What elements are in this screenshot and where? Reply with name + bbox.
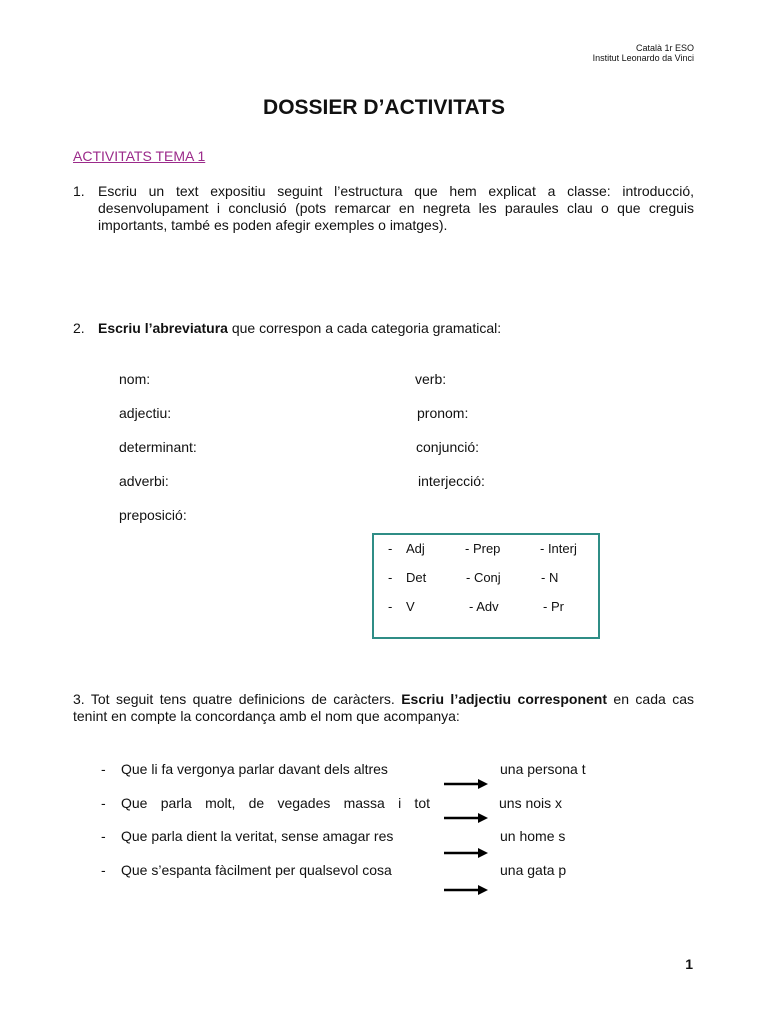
item-4-definition: Que s’espanta fàcilment per qualsevol cosa bbox=[121, 862, 392, 878]
q2-number: 2. bbox=[73, 320, 85, 336]
bullet-dash: - bbox=[388, 570, 393, 585]
q2-text bbox=[98, 320, 694, 337]
q3-intro-bold: Escriu l’adjectiu corresponent bbox=[401, 691, 607, 707]
abbreviations-box bbox=[372, 533, 600, 639]
item-3-definition: Que parla dient la veritat, sense amagar res bbox=[121, 828, 394, 844]
word-left-4: adverbi: bbox=[119, 473, 169, 489]
q3-intro-end: en cada cas tenint en compte la concordança amb el nom que acompanya: bbox=[73, 691, 694, 724]
word-right-3: conjunció: bbox=[416, 439, 480, 455]
arrow-icon bbox=[444, 847, 488, 859]
word-left-3: determinant: bbox=[119, 439, 197, 455]
q3-intro bbox=[73, 691, 694, 725]
arrow-icon bbox=[444, 778, 488, 790]
word-left-1: nom: bbox=[119, 371, 151, 387]
word-left-5: preposició: bbox=[119, 507, 187, 523]
q3-intro-start: 3. Tot seguit tens quatre definicions de caràcters. bbox=[73, 691, 402, 707]
page-number: 1 bbox=[685, 956, 693, 972]
abbrev-n: - N bbox=[541, 570, 559, 585]
bullet-dash: - bbox=[388, 599, 393, 614]
item-4-answer: una gata p bbox=[500, 862, 567, 878]
word-right-4: interjecció: bbox=[418, 473, 485, 489]
item-2-answer: uns nois x bbox=[499, 795, 563, 811]
word-right-1: verb: bbox=[415, 371, 447, 387]
item-2-definition: Que parla molt, de vegades massa i tot bbox=[121, 795, 430, 811]
arrow-icon bbox=[444, 884, 488, 896]
item-1-dash: - bbox=[101, 761, 106, 777]
abbrev-conj: - Conj bbox=[466, 570, 501, 585]
item-2-dash: - bbox=[101, 795, 106, 811]
abbrev-adv: - Adv bbox=[469, 599, 499, 614]
item-3-answer: un home s bbox=[500, 828, 566, 844]
abbrev-v: V bbox=[406, 599, 415, 614]
abbrev-pr: - Pr bbox=[543, 599, 564, 614]
item-3-dash: - bbox=[101, 828, 106, 844]
header-school: Institut Leonardo da Vinci bbox=[592, 53, 694, 63]
arrow-icon bbox=[444, 812, 488, 824]
header-course: Català 1r ESO bbox=[635, 43, 694, 53]
q1-number: 1. bbox=[73, 183, 85, 199]
q1-text: Escriu un text expositiu seguint l’estructura que hem explicat a classe: introducció, desenvolupament i conclusió (pots remarcar en negreta les paraules clau o que creguis importants, també es poden afegir exemples o imatges). bbox=[98, 183, 694, 233]
q2-bold: Escriu l’abreviatura bbox=[98, 320, 228, 336]
q2-rest: que correspon a cada categoria gramatical: bbox=[227, 320, 502, 336]
item-4-dash: - bbox=[101, 862, 106, 878]
abbrev-adj: Adj bbox=[406, 541, 425, 556]
document-title: DOSSIER D’ACTIVITATS bbox=[263, 96, 505, 119]
bullet-dash: - bbox=[388, 541, 393, 556]
abbrev-prep: - Prep bbox=[465, 541, 501, 556]
abbrev-interj: - Interj bbox=[540, 541, 577, 556]
word-right-2: pronom: bbox=[417, 405, 469, 421]
word-left-2: adjectiu: bbox=[119, 405, 172, 421]
item-1-definition: Que li fa vergonya parlar davant dels altres bbox=[121, 761, 388, 777]
abbrev-det: Det bbox=[406, 570, 427, 585]
item-1-answer: una persona t bbox=[500, 761, 586, 777]
section-title: ACTIVITATS TEMA 1 bbox=[73, 148, 206, 164]
